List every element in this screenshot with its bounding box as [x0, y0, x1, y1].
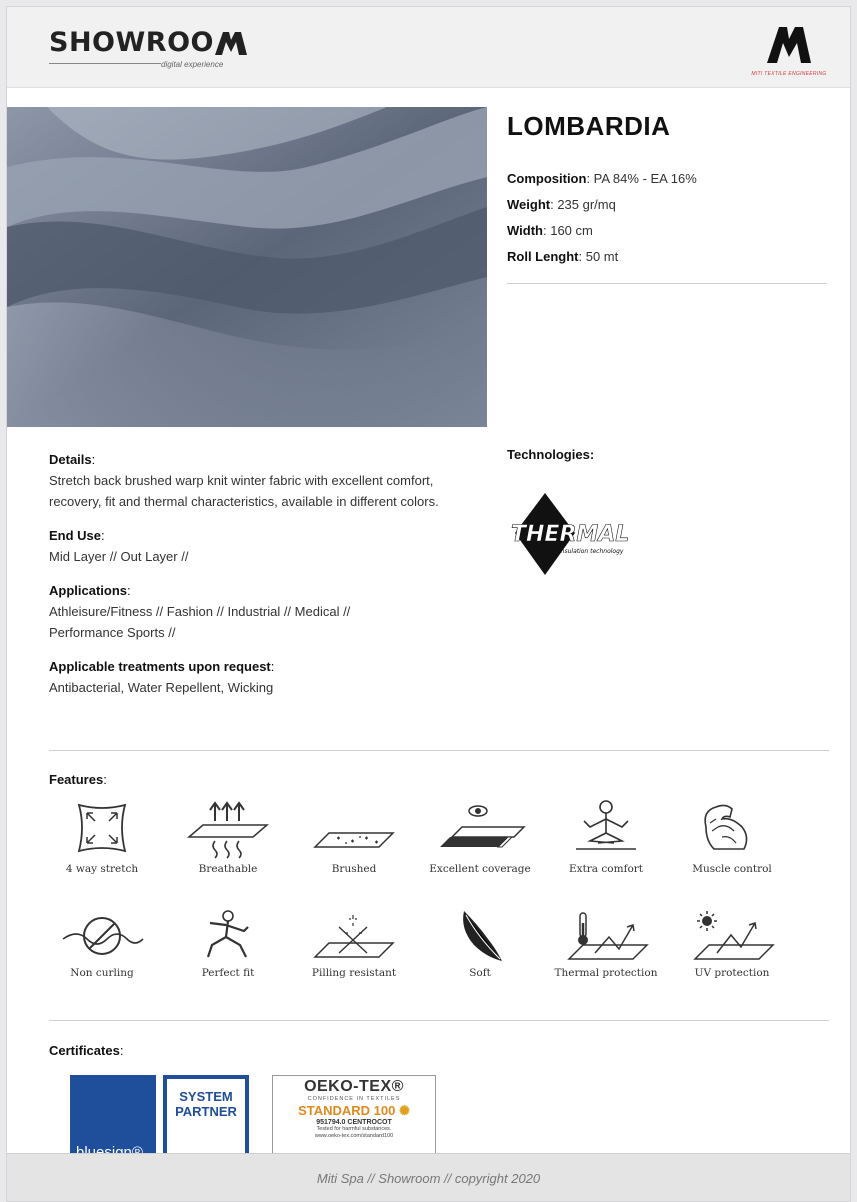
feather-icon [440, 909, 520, 963]
end-use-text: Mid Layer // Out Layer // [49, 549, 189, 564]
feature-pilling-resistant: Pilling resistant [291, 909, 417, 1009]
feature-extra-comfort: Extra comfort [543, 797, 669, 897]
feature-brushed: Brushed [291, 797, 417, 897]
technologies-label: Technologies: [507, 447, 595, 462]
miti-m-icon [765, 25, 813, 65]
footer [7, 1153, 850, 1202]
muscle-icon [692, 797, 772, 859]
oeko-tex-certificate: OEKO-TEX® CONFIDENCE IN TEXTILES STANDARD 100 ✺ 951794.0 CENTROCOT Tested for harmful substances. www.oeko-tex.com/standard100 [272, 1075, 436, 1165]
comfort-icon [566, 797, 646, 859]
product-name: LOMBARDIA [507, 111, 671, 141]
thermal-logo [507, 489, 637, 579]
details-label: Details: [49, 452, 96, 467]
footer-copyright: Miti Spa // Showroom // copyright 2020 [316, 1171, 541, 1186]
feature-perfect-fit: Perfect fit [165, 909, 291, 1009]
miti-logo-subtext: MITI TEXTILE ENGINEERING [751, 71, 827, 77]
four-way-stretch-icon [67, 797, 137, 859]
svg-text:THERMAL: THERMAL [511, 522, 630, 547]
applications-text: Athleisure/Fitness // Fashion // Industrial // Medical // Performance Sports // [49, 604, 351, 640]
feature-thermal-protection: Thermal protection [543, 909, 669, 1009]
sun-icon: ✺ [399, 1103, 410, 1118]
brand-rule [49, 63, 161, 64]
details-text: Stretch back brushed warp knit winter fabric with excellent comfort, recovery, fit and thermal characteristics, available in different colors. [49, 473, 439, 509]
brand-m-icon [214, 30, 248, 56]
fabric-image [7, 107, 487, 427]
coverage-icon [432, 797, 528, 859]
header [7, 7, 850, 88]
feature-uv-protection: UV protection [669, 909, 795, 1009]
technologies-section [507, 445, 807, 579]
uv-icon [687, 909, 777, 963]
features-label: Features: [49, 772, 107, 787]
feature-non-curling: Non curling [39, 909, 165, 1009]
certificates-label: Certificates: [49, 1043, 124, 1058]
section-divider [49, 750, 829, 751]
end-use-label: End Use: [49, 528, 105, 543]
details-section [49, 450, 449, 712]
pilling-icon [309, 909, 399, 963]
system-partner-badge: SYSTEM PARTNER [163, 1075, 249, 1165]
showroom-logo[interactable] [49, 27, 248, 69]
svg-text:insulation technology: insulation technology [559, 548, 624, 555]
spec-sheet-page [6, 6, 851, 1202]
treatments-text: Antibacterial, Water Repellent, Wicking [49, 680, 274, 695]
treatments-label: Applicable treatments upon request: [49, 659, 275, 674]
brushed-icon [309, 797, 399, 859]
feature-soft: Soft [417, 909, 543, 1009]
thermal-icon [561, 909, 651, 963]
non-curling-icon [57, 909, 147, 963]
brand-title: SHOWROO [49, 27, 214, 58]
spec-block [507, 107, 827, 270]
perfect-fit-icon [188, 909, 268, 963]
spec-divider [507, 283, 827, 284]
breathable-icon [183, 797, 273, 859]
miti-logo[interactable] [744, 25, 834, 77]
bluesign-logo [70, 1075, 156, 1165]
feature-breathable: Breathable [165, 797, 291, 897]
spec-weight: Weight: 235 gr/mq [507, 197, 616, 212]
spec-width: Width: 160 cm [507, 223, 593, 238]
spec-roll-length: Roll Lenght: 50 mt [507, 249, 619, 264]
applications-label: Applications: [49, 583, 131, 598]
feature-4-way-stretch: 4 way stretch [39, 797, 165, 897]
spec-composition: Composition: PA 84% - EA 16% [507, 171, 697, 186]
feature-excellent-coverage: Excellent coverage [417, 797, 543, 897]
section-divider [49, 1020, 829, 1021]
feature-muscle-control: Muscle control [669, 797, 795, 897]
brand-tagline: digital experience [161, 60, 224, 69]
